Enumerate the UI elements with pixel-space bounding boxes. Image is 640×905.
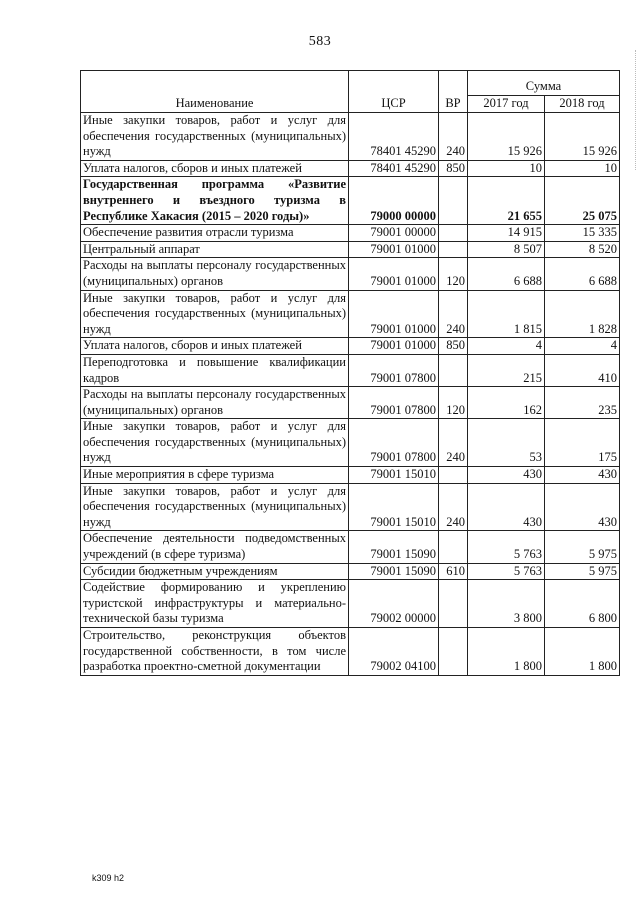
table-row — [81, 628, 620, 676]
row-vr-cell: 120 — [439, 258, 468, 290]
row-2018-cell: 175 — [545, 419, 620, 467]
table-row — [81, 563, 620, 580]
row-2018-cell: 10 — [545, 160, 620, 177]
table-row — [81, 580, 620, 628]
header-csr: ЦСР — [349, 71, 439, 113]
row-2018-cell: 5 975 — [545, 531, 620, 563]
row-2017-cell: 6 688 — [468, 258, 545, 290]
row-csr-cell: 79001 01000 — [349, 338, 439, 355]
row-vr-cell — [439, 531, 468, 563]
row-2017-cell: 5 763 — [468, 563, 545, 580]
footer-code: k309 h2 — [92, 873, 125, 883]
table-row — [81, 338, 620, 355]
table-row — [81, 225, 620, 242]
row-csr-cell: 79001 07800 — [349, 419, 439, 467]
row-vr-cell: 240 — [439, 290, 468, 338]
header-year-2017: 2017 год — [468, 96, 545, 113]
row-name-cell: Государственная программа «Развитие внутреннего и въездного туризма в Республике Хакасия (2015 – 2020 годы)» — [81, 177, 349, 225]
row-2017-cell: 5 763 — [468, 531, 545, 563]
row-name-cell: Содействие формированию и укреплению туристской инфраструктуры и материально-технической базы туризма — [81, 580, 349, 628]
row-vr-cell — [439, 467, 468, 484]
row-csr-cell: 79001 15010 — [349, 467, 439, 484]
row-csr-cell: 79001 01000 — [349, 258, 439, 290]
row-2017-cell: 430 — [468, 467, 545, 484]
row-csr-cell: 78401 45290 — [349, 113, 439, 161]
row-csr-cell: 79002 00000 — [349, 580, 439, 628]
row-name-cell: Иные мероприятия в сфере туризма — [81, 467, 349, 484]
row-2017-cell: 53 — [468, 419, 545, 467]
row-2018-cell: 8 520 — [545, 241, 620, 258]
row-2018-cell: 430 — [545, 467, 620, 484]
row-name-cell: Иные закупки товаров, работ и услуг для обеспечения государственных (муниципальных) нужд — [81, 419, 349, 467]
row-name-cell: Строительство, реконструкция объектов государственной собственности, в том числе разработка проектно-сметной документации — [81, 628, 349, 676]
row-2018-cell: 15 335 — [545, 225, 620, 242]
row-name-cell: Центральный аппарат — [81, 241, 349, 258]
row-2017-cell: 4 — [468, 338, 545, 355]
row-2018-cell: 15 926 — [545, 113, 620, 161]
page-number: 583 — [308, 34, 332, 49]
row-name-cell: Иные закупки товаров, работ и услуг для обеспечения государственных (муниципальных) нужд — [81, 113, 349, 161]
row-name-cell: Иные закупки товаров, работ и услуг для обеспечения государственных (муниципальных) нужд — [81, 483, 349, 531]
row-vr-cell: 120 — [439, 387, 468, 419]
row-csr-cell: 79001 07800 — [349, 354, 439, 386]
row-2017-cell: 10 — [468, 160, 545, 177]
table-row — [81, 467, 620, 484]
row-vr-cell — [439, 580, 468, 628]
header-name: Наименование — [81, 71, 349, 113]
row-vr-cell — [439, 628, 468, 676]
table-row — [81, 354, 620, 386]
row-vr-cell: 240 — [439, 483, 468, 531]
header-year-2018: 2018 год — [545, 96, 620, 113]
row-2018-cell: 1 828 — [545, 290, 620, 338]
table-row — [81, 241, 620, 258]
row-2018-cell: 6 688 — [545, 258, 620, 290]
row-name-cell: Субсидии бюджетным учреждениям — [81, 563, 349, 580]
table-row — [81, 290, 620, 338]
row-2017-cell: 215 — [468, 354, 545, 386]
row-csr-cell: 79000 00000 — [349, 177, 439, 225]
row-name-cell: Уплата налогов, сборов и иных платежей — [81, 160, 349, 177]
row-vr-cell: 850 — [439, 160, 468, 177]
row-2018-cell: 5 975 — [545, 563, 620, 580]
row-csr-cell: 79001 15090 — [349, 531, 439, 563]
row-2017-cell: 15 926 — [468, 113, 545, 161]
row-2018-cell: 6 800 — [545, 580, 620, 628]
row-vr-cell — [439, 225, 468, 242]
row-2018-cell: 4 — [545, 338, 620, 355]
table-row — [81, 419, 620, 467]
row-csr-cell: 79001 07800 — [349, 387, 439, 419]
header-vr: ВР — [439, 71, 468, 113]
row-2018-cell: 25 075 — [545, 177, 620, 225]
row-2018-cell: 410 — [545, 354, 620, 386]
row-vr-cell — [439, 241, 468, 258]
row-name-cell: Обеспечение развития отрасли туризма — [81, 225, 349, 242]
row-name-cell: Уплата налогов, сборов и иных платежей — [81, 338, 349, 355]
row-vr-cell — [439, 354, 468, 386]
row-csr-cell: 79001 00000 — [349, 225, 439, 242]
table-row — [81, 160, 620, 177]
row-2018-cell: 430 — [545, 483, 620, 531]
table-row — [81, 258, 620, 290]
row-2017-cell: 21 655 — [468, 177, 545, 225]
row-name-cell: Расходы на выплаты персоналу государственных (муниципальных) органов — [81, 387, 349, 419]
row-2017-cell: 1 815 — [468, 290, 545, 338]
budget-table — [80, 70, 620, 676]
row-2017-cell: 1 800 — [468, 628, 545, 676]
table-row — [81, 113, 620, 161]
row-csr-cell: 79001 01000 — [349, 241, 439, 258]
row-csr-cell: 79002 04100 — [349, 628, 439, 676]
table-row — [81, 531, 620, 563]
row-2017-cell: 3 800 — [468, 580, 545, 628]
row-csr-cell: 79001 01000 — [349, 290, 439, 338]
table-row — [81, 177, 620, 225]
row-2017-cell: 14 915 — [468, 225, 545, 242]
table-row — [81, 483, 620, 531]
scan-edge-marks — [632, 50, 636, 170]
row-2017-cell: 162 — [468, 387, 545, 419]
header-sum: Сумма — [468, 71, 620, 96]
row-2018-cell: 1 800 — [545, 628, 620, 676]
row-vr-cell: 610 — [439, 563, 468, 580]
row-2017-cell: 430 — [468, 483, 545, 531]
row-vr-cell: 850 — [439, 338, 468, 355]
row-vr-cell — [439, 177, 468, 225]
row-csr-cell: 79001 15010 — [349, 483, 439, 531]
table-row — [81, 387, 620, 419]
row-csr-cell: 78401 45290 — [349, 160, 439, 177]
row-name-cell: Переподготовка и повышение квалификации кадров — [81, 354, 349, 386]
row-name-cell: Обеспечение деятельности подведомственных учреждений (в сфере туризма) — [81, 531, 349, 563]
row-name-cell: Расходы на выплаты персоналу государственных (муниципальных) органов — [81, 258, 349, 290]
row-vr-cell: 240 — [439, 419, 468, 467]
row-name-cell: Иные закупки товаров, работ и услуг для обеспечения государственных (муниципальных) нужд — [81, 290, 349, 338]
row-2017-cell: 8 507 — [468, 241, 545, 258]
row-csr-cell: 79001 15090 — [349, 563, 439, 580]
row-vr-cell: 240 — [439, 113, 468, 161]
row-2018-cell: 235 — [545, 387, 620, 419]
